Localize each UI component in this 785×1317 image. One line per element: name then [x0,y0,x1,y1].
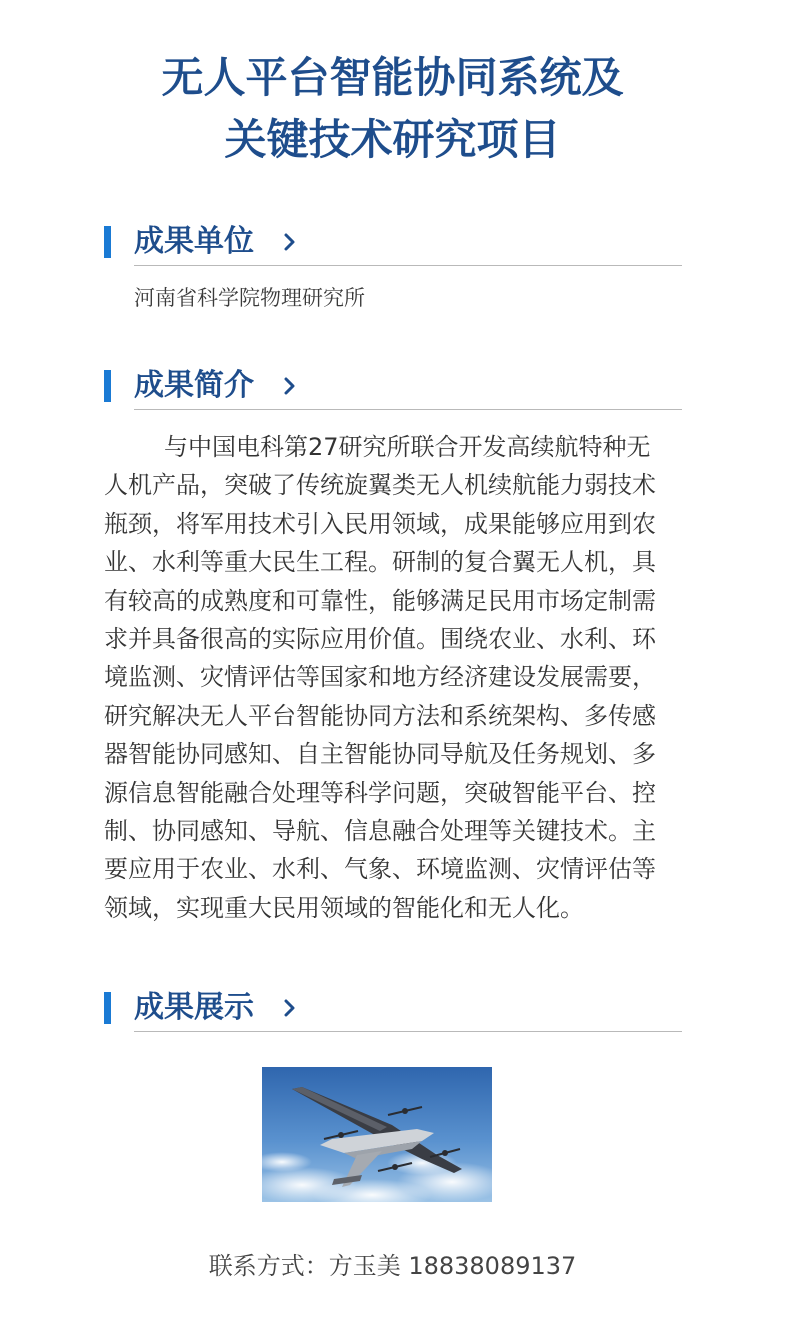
section-divider [134,1031,682,1032]
intro-line: 业、水利等重大民生工程。研制的复合翼无人机，具 [104,548,656,577]
section-divider [134,265,682,266]
intro-line: 与中国电科第27研究所联合开发高续航特种无 [164,433,651,461]
intro-line: 境监测、灾情评估等国家和地方经济建设发展需要， [104,663,656,692]
intro-line: 有较高的成熟度和可靠性，能够满足民用市场定制需 [104,586,656,615]
intro-line: 人机产品，突破了传统旋翼类无人机续航能力弱技术 [104,471,656,500]
intro-line: 瓶颈，将军用技术引入民用领域，成果能够应用到农 [104,509,656,538]
section-header-showcase [104,988,682,1032]
section-title-intro: 成果简介 [134,368,254,403]
section-header-intro [104,366,682,410]
intro-line: 研究解决无人平台智能协同方法和系统架构、多传感 [104,701,656,730]
contact-info: 联系方式：方玉美 18838089137 [208,1252,577,1280]
chevron-right-icon [282,376,298,396]
section-divider [134,409,682,410]
chevron-right-icon [282,232,298,252]
intro-line: 源信息智能融合处理等科学问题，突破智能平台、控 [104,778,656,807]
drone-image [262,1067,492,1202]
page-title-line-1: 无人平台智能协同系统及 [161,53,624,102]
page-title-line-2: 关键技术研究项目 [224,115,561,164]
intro-line: 器智能协同感知、自主智能协同导航及任务规划、多 [104,740,656,769]
section-accent-bar [104,992,111,1024]
intro-line: 制、协同感知、导航、信息融合处理等关键技术。主 [104,816,656,845]
section-title-unit: 成果单位 [134,224,254,259]
drone-photo [262,1067,492,1202]
section-header-unit [104,222,682,266]
chevron-right-icon [282,998,298,1018]
organization-name: 河南省科学院物理研究所 [134,286,365,310]
section-title-showcase: 成果展示 [134,990,254,1025]
intro-line: 求并具备很高的实际应用价值。围绕农业、水利、环 [104,624,656,653]
intro-line: 要应用于农业、水利、气象、环境监测、灾情评估等 [104,855,656,884]
section-accent-bar [104,226,111,258]
intro-line: 领域，实现重大民用领域的智能化和无人化。 [104,893,584,922]
intro-paragraph [104,428,684,927]
section-accent-bar [104,370,111,402]
